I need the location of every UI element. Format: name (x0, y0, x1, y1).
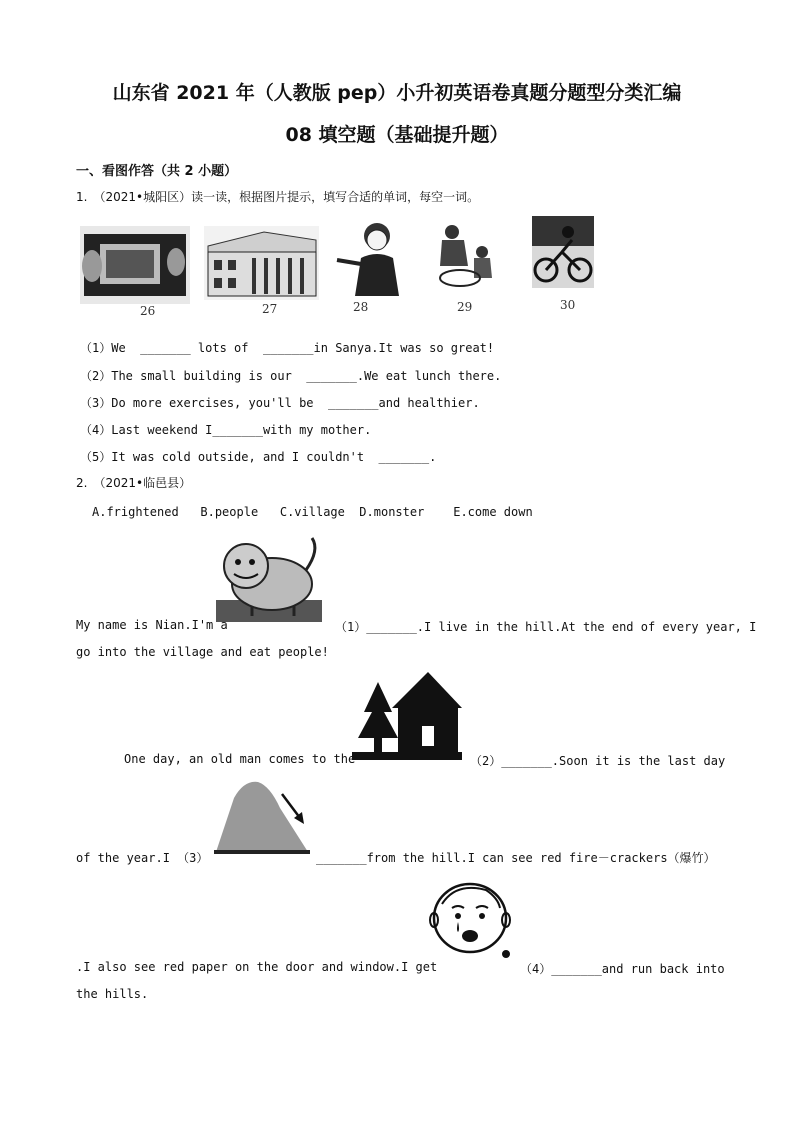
section-heading: 一、看图作答（共 2 小题） (76, 164, 238, 179)
cycling-icon (532, 216, 594, 288)
building-icon (204, 226, 319, 300)
pic-caption-28: 28 (353, 300, 369, 314)
document-subtitle: 08 填空题（基础提升题） (285, 124, 509, 146)
q2-p1-before: My name is Nian.I'm a (76, 618, 228, 632)
q2-p1-line2: go into the village and eat people! (76, 645, 329, 659)
q1-item-3: （3）Do more exercises, you'll be _______and healthier. (80, 396, 480, 410)
pic-caption-26: 26 (140, 304, 156, 318)
q2-options: A.frightened B.people C.village D.monster E.come down (92, 505, 533, 519)
q2-p2-before: One day, an old man comes to the (124, 752, 356, 766)
pic-caption-27: 27 (262, 302, 278, 316)
q2-p4-after: （4）_______and run back into (520, 962, 725, 976)
q2-p1-after: （1）_______.I live in the hill.At the end of every year, I (335, 620, 757, 634)
q1-item-2: （2）The small building is our _______.We eat lunch there. (80, 369, 502, 383)
q2-p3-before: of the year.I （3） (76, 851, 209, 865)
frightened-face-icon (426, 878, 516, 966)
document-title: 山东省 2021 年（人教版 pep）小升初英语卷真题分题型分类汇编 (112, 82, 682, 104)
q2-p3-after: _______from the hill.I can see red fire－crackers（爆竹） (316, 851, 716, 865)
woman-pointing-icon (333, 218, 413, 300)
washing-clothes-icon (430, 222, 500, 292)
q2-p2-after: （2）_______.Soon it is the last day (470, 754, 726, 768)
question-1-header: 1. （2021•城阳区）读一读，根据图片提示，填写合适的单词，每空一词。 (76, 190, 480, 204)
question-2-header: 2. （2021•临邑县） (76, 476, 192, 490)
photo-hands-icon (80, 226, 190, 304)
q2-p4-line2: the hills. (76, 987, 149, 1001)
q1-item-4: （4）Last weekend I_______with my mother. (80, 423, 372, 437)
q2-p4-before: .I also see red paper on the door and window.I get (76, 960, 438, 974)
pic-caption-30: 30 (560, 298, 576, 312)
hill-down-arrow-icon (214, 778, 310, 856)
q1-item-1: （1）We _______ lots of _______in Sanya.It was so great! (80, 341, 495, 355)
pic-caption-29: 29 (457, 300, 473, 314)
monster-icon (216, 530, 322, 624)
q1-item-5: （5）It was cold outside, and I couldn't _______. (80, 450, 437, 464)
village-icon (352, 668, 462, 760)
